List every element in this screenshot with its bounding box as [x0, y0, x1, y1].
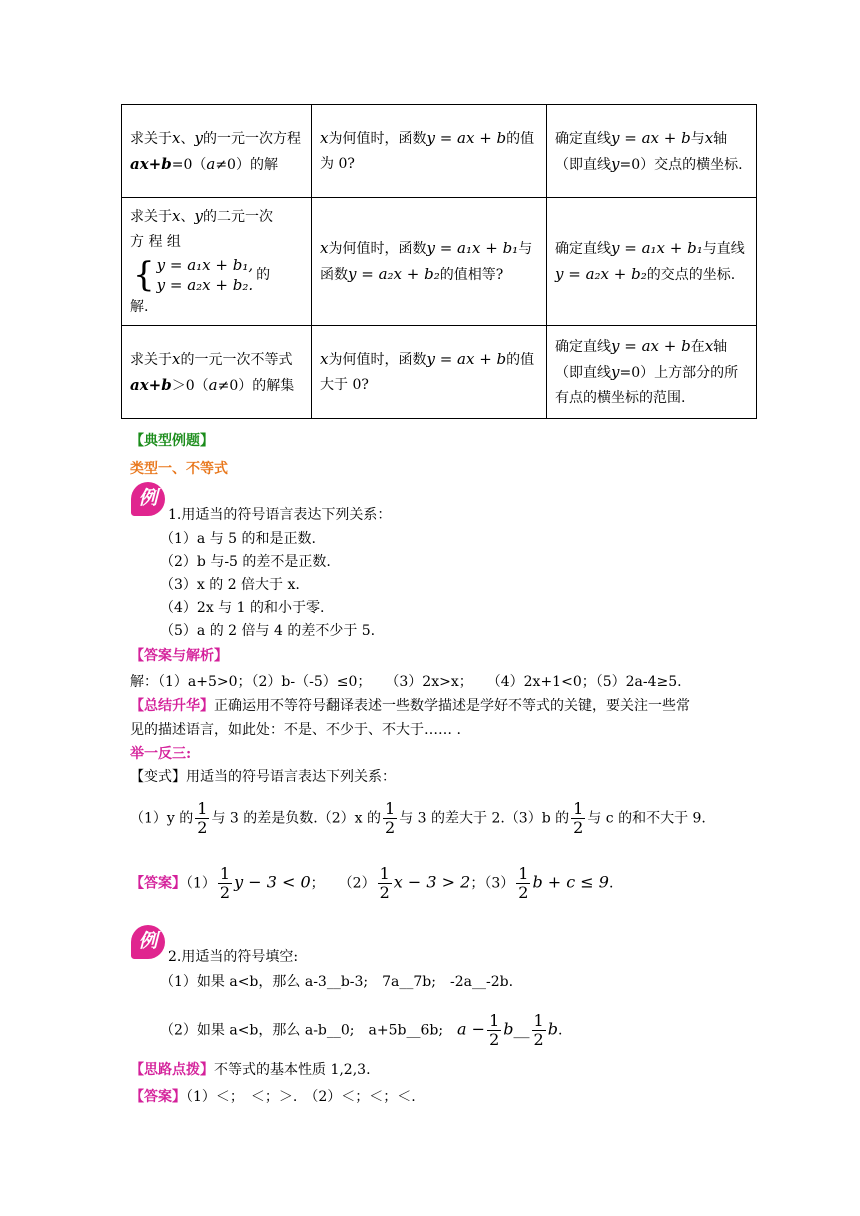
- question-text: 与 3 的差大于 2.: [399, 810, 505, 827]
- math-expr: y = a₂x + b₂: [555, 265, 647, 283]
- answer-heading: 【答案与解析】: [130, 648, 228, 664]
- cell-text: 确定直线: [555, 130, 611, 147]
- separator: .: [608, 875, 614, 892]
- question-text: （2）x 的: [317, 810, 381, 827]
- variant-heading: 举一反三:: [130, 746, 192, 762]
- cell-text: 与: [690, 130, 705, 147]
- cell-text: 求关于: [130, 351, 172, 368]
- fraction-one-half: $\frac{1}{2}$: [379, 864, 390, 902]
- question-text: 与 c 的和不大于 9.: [587, 810, 706, 827]
- math-expr: x − 3 > 2: [393, 872, 471, 892]
- fraction-one-half: $\frac{1}{2}$: [219, 864, 231, 902]
- example-1-stem: 1.用适当的符号语言表达下列关系：: [168, 507, 392, 523]
- table-cell: [122, 105, 312, 198]
- question-text: （3）b 的: [504, 810, 570, 827]
- answer-label: （2）: [345, 875, 376, 892]
- example-badge-icon: 例: [131, 925, 165, 959]
- question-text: （1）y 的: [130, 810, 194, 827]
- math-expr: b + c ≤ 9: [532, 872, 609, 892]
- cell-text: 解.: [130, 299, 149, 315]
- cell-text: 的一元一次不等式: [180, 351, 293, 368]
- answer-text: （1）＜； ＜；＞. （2）＜；＜；＜.: [186, 1089, 416, 1105]
- fraction-one-half: $\frac{1}{2}$: [385, 799, 396, 837]
- math-expr: b: [547, 1019, 558, 1039]
- math-var: a: [208, 375, 218, 394]
- math-expr: y = ax + b: [611, 128, 691, 147]
- table-cell: [547, 105, 757, 198]
- table-cell: [122, 326, 312, 419]
- summary-line: [130, 695, 690, 715]
- equation-line: y = a₁x + b₁,: [156, 256, 254, 274]
- example-badge-icon: 例: [131, 482, 165, 516]
- fraction-one-half: $\frac{1}{2}$: [573, 799, 584, 837]
- cell-text: 确定直线: [555, 241, 611, 257]
- math-expr: y − 3 < 0: [234, 872, 311, 892]
- answer-line: [130, 1086, 416, 1106]
- cell-text: ＞0（: [171, 377, 209, 394]
- cell-text: 的值大于 0?: [320, 352, 535, 393]
- list-item: （1）如果 a<b，那么 a-3__b-3; 7a__7b; -2a__-2b.: [160, 974, 514, 990]
- math-var: x: [320, 350, 329, 368]
- table-cell: [547, 198, 757, 326]
- math-var: y: [194, 207, 203, 225]
- summary-heading: 【总结升华】: [130, 698, 214, 714]
- cell-text: 、: [180, 209, 195, 225]
- list-item: （4）2x 与 1 的和小于零.: [160, 600, 325, 616]
- cell-text: =0）交点的横坐标.: [619, 156, 743, 173]
- math-var: a: [206, 154, 216, 173]
- cell-text: 与: [518, 241, 533, 257]
- table-row: [122, 198, 757, 326]
- solution-text: 解：（1）a+5>0；（2）b-（-5）≤0； （3）2x>x； （4）2x+1<0；（5）2a-4≥5.: [130, 674, 682, 690]
- cell-text: 求关于: [130, 130, 172, 147]
- section-title: 【典型例题】: [130, 433, 214, 449]
- cell-text: ≠0）的解: [215, 156, 278, 173]
- question-text: 与 3 的差是负数.: [211, 810, 318, 827]
- cell-text: 的交点的坐标.: [646, 267, 736, 283]
- table-row: [122, 326, 757, 419]
- answer-label: （1）: [186, 875, 216, 892]
- math-var: x: [320, 239, 329, 257]
- separator: ；: [470, 875, 485, 892]
- math-expr: y = ax + b: [611, 337, 691, 355]
- separator: ；: [310, 875, 318, 892]
- fraction-one-half: $\frac{1}{2}$: [518, 864, 529, 902]
- math-expr: y = ax + b: [426, 129, 507, 147]
- list-item: （3）x 的 2 倍大于 x.: [160, 577, 300, 593]
- cell-text: 的二元一次: [202, 209, 273, 225]
- cell-text: 轴（即直线: [555, 339, 728, 381]
- table-cell: [547, 326, 757, 419]
- cell-text: =0）上方部分的所有点的横坐标的范围.: [555, 365, 739, 406]
- question-text: （2）如果 a<b，那么 a-b__0; a+5b__6b;: [160, 1022, 444, 1039]
- math-expr: y = a₁x + b₁: [611, 239, 703, 257]
- table-cell: [312, 326, 547, 419]
- comparison-table: [121, 104, 757, 419]
- answer-label: （3）: [484, 875, 515, 892]
- cell-text: 的一元一次方程: [202, 130, 301, 147]
- cell-text: ≠0）的解集: [217, 377, 295, 394]
- brace-symbol: {: [133, 255, 155, 295]
- math-var: y: [611, 363, 620, 381]
- summary-text: 见的描述语言，如此处：不是、不少于、不大于…… .: [130, 722, 461, 738]
- cell-text: 方 程 组: [130, 234, 181, 250]
- list-item: （2）b 与-5 的差不是正数.: [160, 554, 331, 570]
- hint-text: 不等式的基本性质 1,2,3.: [214, 1062, 371, 1078]
- example-2-stem: 2.用适当的符号填空:: [168, 949, 299, 965]
- math-var: x: [704, 337, 714, 355]
- fraction-one-half: $\frac{1}{2}$: [489, 1011, 500, 1049]
- variant-questions: [130, 800, 706, 837]
- cell-text: 为何值时，函数: [328, 352, 427, 368]
- variant-answer: [130, 865, 613, 902]
- math-expr: y = a₁x + b₁: [426, 239, 519, 257]
- cell-text: 、: [180, 130, 195, 147]
- cell-text: 为何值时，函数: [328, 241, 427, 257]
- cell-text: 函数: [320, 267, 348, 283]
- fraction-one-half: $\frac{1}{2}$: [197, 799, 208, 837]
- table-cell: [312, 198, 547, 326]
- cell-text: 的值为 0?: [320, 131, 535, 172]
- cell-text: 的: [256, 267, 271, 283]
- fraction-one-half: $\frac{1}{2}$: [533, 1011, 544, 1049]
- math-var: x: [320, 129, 329, 147]
- list-item: [160, 1012, 562, 1049]
- math-expr: y = ax + b: [426, 350, 507, 368]
- cell-text: 的值相等?: [439, 267, 504, 283]
- math-var: x: [172, 349, 181, 368]
- cell-text: 与直线: [702, 241, 745, 257]
- math-expr: b__: [503, 1019, 530, 1039]
- math-expr: ax+b: [130, 154, 172, 173]
- hint-heading: 【思路点拨】: [130, 1062, 214, 1078]
- cell-text: 在: [690, 339, 705, 355]
- math-expr: y = a₂x + b₂: [348, 265, 440, 283]
- list-item: （1）a 与 5 的和是正数.: [160, 531, 316, 547]
- list-item: （5）a 的 2 倍与 4 的差不少于 5.: [160, 623, 376, 639]
- cell-text: 轴（即直线: [555, 130, 728, 173]
- math-expr: ax+b: [130, 375, 172, 394]
- cell-text: 为何值时，函数: [328, 131, 427, 147]
- hint-line: [130, 1059, 371, 1079]
- math-var: y: [194, 128, 203, 147]
- table-cell: [122, 198, 312, 326]
- variant-title: 【变式】用适当的符号语言表达下列关系：: [130, 769, 396, 785]
- math-var: x: [172, 128, 181, 147]
- answer-heading: 【答案】: [130, 1089, 186, 1105]
- table-row: [122, 105, 757, 198]
- separator: .: [557, 1022, 563, 1039]
- equation-system: [133, 255, 253, 295]
- cell-text: 确定直线: [555, 339, 611, 355]
- type-heading: 类型一、不等式: [130, 461, 228, 477]
- math-var: y: [611, 154, 620, 173]
- table-cell: [312, 105, 547, 198]
- cell-text: =0（: [171, 156, 207, 173]
- equation-line: y = a₂x + b₂.: [156, 276, 254, 294]
- math-var: x: [704, 128, 714, 147]
- math-var: x: [172, 207, 181, 225]
- summary-text: 正确运用不等符号翻译表述一些数学描述是学好不等式的关键，要关注一些常: [214, 698, 690, 714]
- cell-text: 求关于: [130, 209, 172, 225]
- math-expr: a −: [457, 1019, 486, 1039]
- answer-heading: 【答案】: [130, 875, 186, 892]
